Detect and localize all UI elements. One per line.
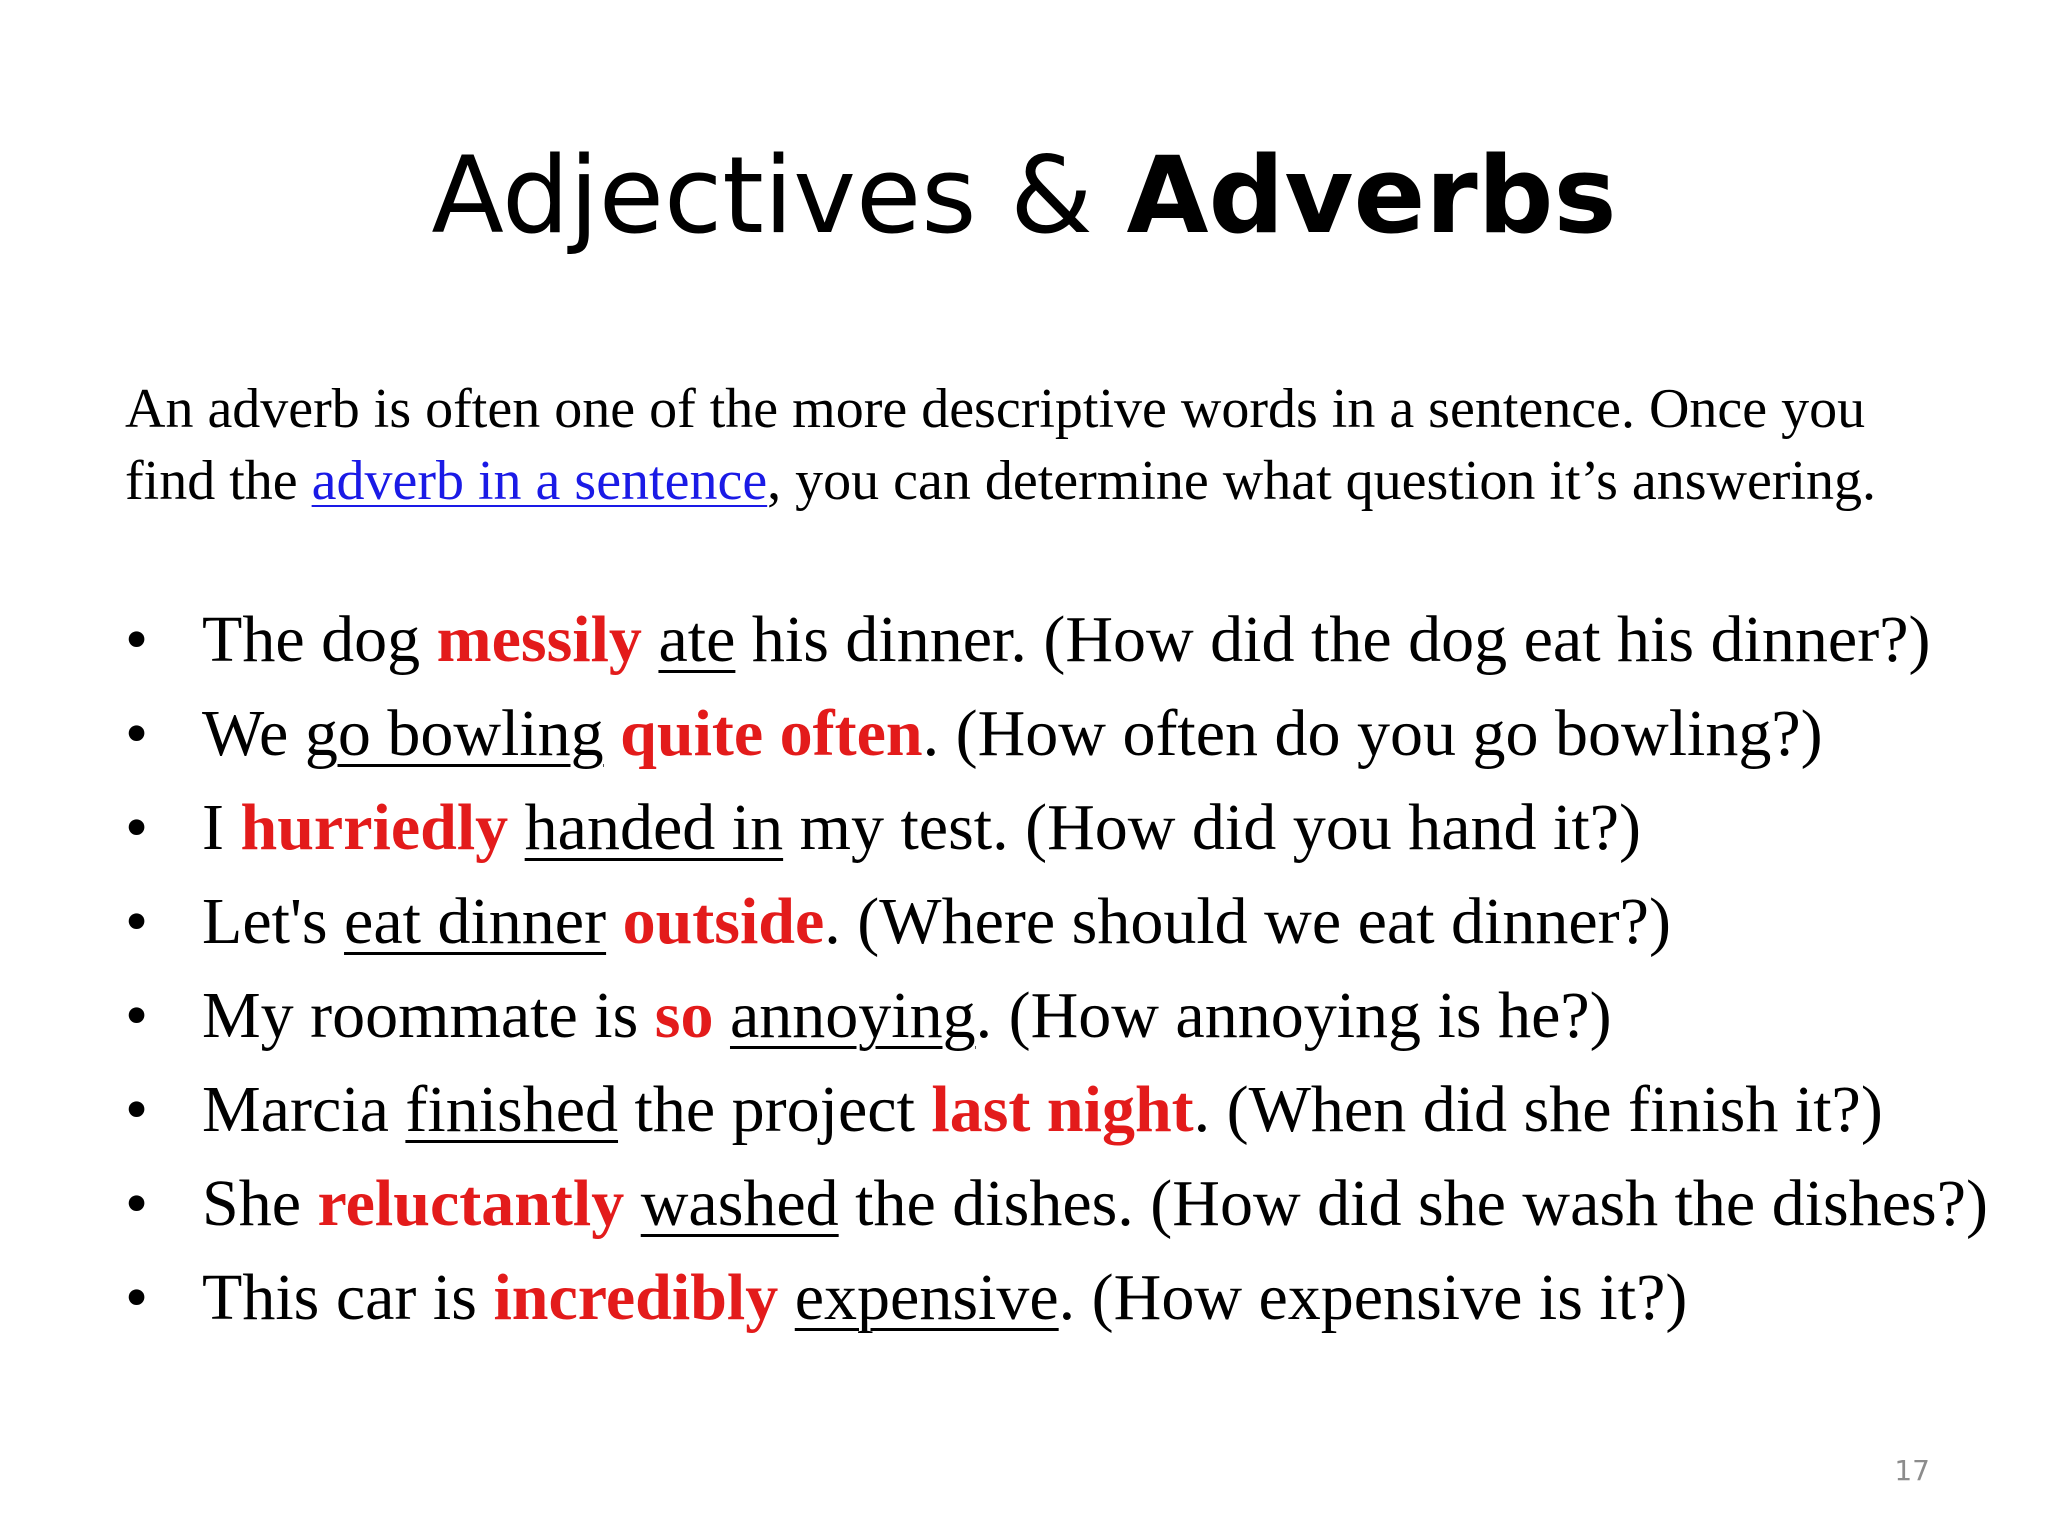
example-item: [125, 694, 2025, 774]
example-text: The dog: [202, 603, 437, 676]
example-item: [125, 1070, 2025, 1150]
example-text: . (How annoying is he?): [975, 979, 1612, 1052]
verb-underlined: annoying: [729, 979, 976, 1052]
adverb-link[interactable]: adverb in a sentence: [311, 450, 768, 512]
example-list: [125, 600, 2025, 1352]
verb-underlined: washed: [640, 1167, 839, 1240]
example-text: his dinner. (How did the dog eat his dinner?): [735, 603, 1931, 676]
verb-underlined: handed in: [524, 791, 784, 864]
example-item: [125, 976, 2025, 1056]
verb-underlined: eat dinner: [344, 885, 607, 958]
adverb-highlight: outside: [622, 885, 825, 958]
example-text: . (How often do you go bowling?): [922, 697, 1823, 770]
example-text: We: [202, 697, 305, 770]
example-text: Marcia: [202, 1073, 406, 1146]
title-bold: Adverbs: [1126, 134, 1617, 257]
adverb-highlight: messily: [436, 603, 642, 676]
example-text: [642, 603, 659, 676]
title-regular: Adjectives &: [431, 134, 1127, 257]
bullet-icon: •: [125, 791, 149, 864]
verb-underlined: finished: [405, 1073, 619, 1146]
example-text: [624, 1167, 641, 1240]
bullet-icon: •: [125, 1261, 149, 1334]
example-text: Let's: [202, 885, 345, 958]
page-number: 17: [1894, 1454, 1930, 1487]
verb-underlined: go bowling: [304, 697, 604, 770]
example-item: [125, 1164, 2025, 1244]
example-text: [778, 1261, 795, 1334]
example-text: She: [202, 1167, 318, 1240]
intro-text-after-link: , you can determine what question it’s answering.: [767, 450, 1877, 512]
example-text: the project: [618, 1073, 932, 1146]
example-text: I: [202, 791, 241, 864]
bullet-icon: •: [125, 979, 149, 1052]
example-text: . (When did she finish it?): [1193, 1073, 1883, 1146]
verb-underlined: ate: [658, 603, 736, 676]
example-text: [606, 885, 623, 958]
intro-text-before-link: An adverb is often one of the more descriptive words in a sentence. Once you find the: [125, 378, 1866, 512]
bullet-icon: •: [125, 1073, 149, 1146]
adverb-highlight: incredibly: [493, 1261, 779, 1334]
verb-underlined: expensive: [794, 1261, 1059, 1334]
adverb-highlight: last night: [931, 1073, 1194, 1146]
example-item: [125, 882, 2025, 962]
bullet-icon: •: [125, 1167, 149, 1240]
example-text: the dishes. (How did she wash the dishes?): [838, 1167, 1988, 1240]
bullet-icon: •: [125, 697, 149, 770]
example-text: my test. (How did you hand it?): [783, 791, 1641, 864]
slide-title: [0, 126, 2048, 266]
example-text: . (Where should we eat dinner?): [824, 885, 1671, 958]
adverb-highlight: reluctantly: [317, 1167, 625, 1240]
example-text: [604, 697, 621, 770]
example-item: [125, 600, 2025, 680]
example-text: My roommate is: [202, 979, 655, 1052]
adverb-highlight: so: [654, 979, 714, 1052]
adverb-highlight: quite often: [620, 697, 923, 770]
bullet-icon: •: [125, 885, 149, 958]
bullet-icon: •: [125, 603, 149, 676]
example-text: [508, 791, 525, 864]
intro-paragraph: [125, 373, 1955, 517]
example-text: . (How expensive is it?): [1058, 1261, 1688, 1334]
example-item: [125, 1258, 2025, 1338]
example-text: This car is: [202, 1261, 494, 1334]
example-item: [125, 788, 2025, 868]
example-text: [713, 979, 730, 1052]
adverb-highlight: hurriedly: [240, 791, 509, 864]
